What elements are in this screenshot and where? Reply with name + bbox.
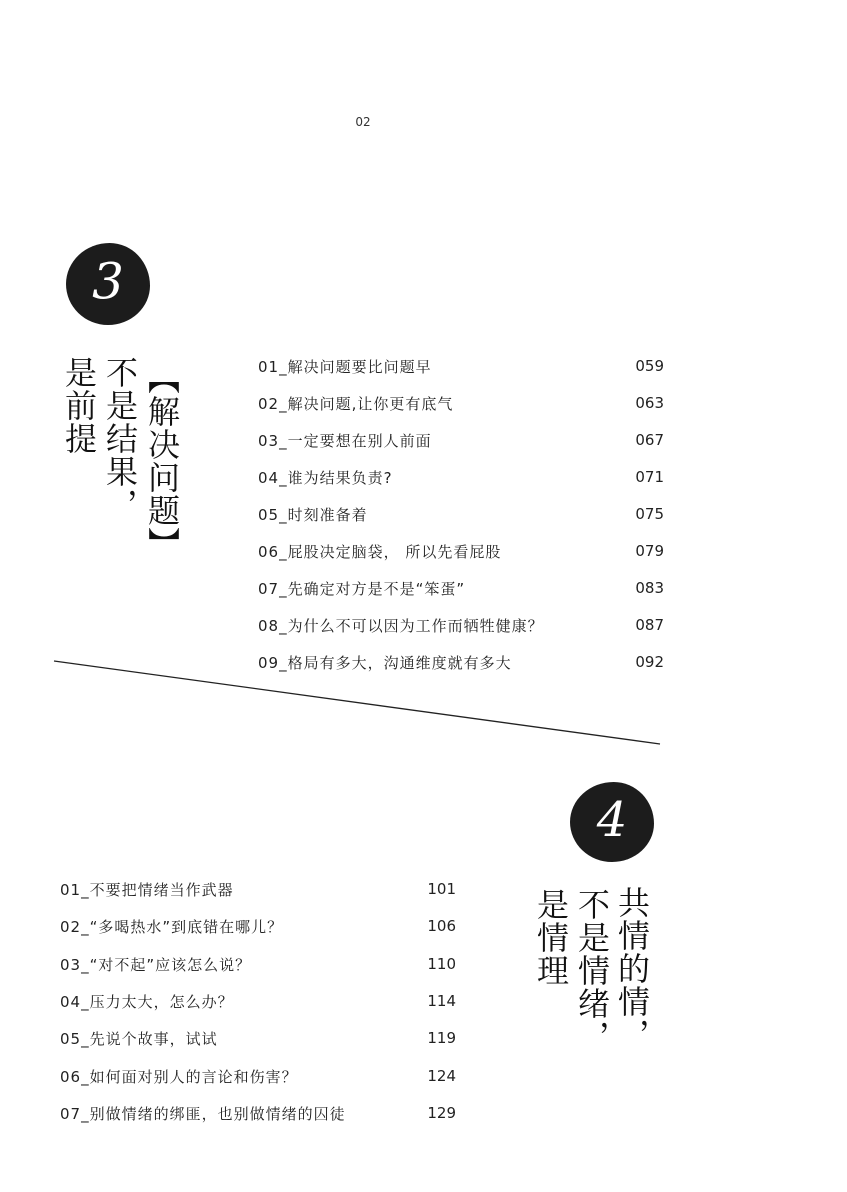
toc-entry-title: 05_时刻准备着 xyxy=(258,505,368,524)
toc-entry[interactable] xyxy=(60,915,456,937)
toc-entry-page: 114 xyxy=(427,992,456,1010)
toc-entry-title: 02_“多喝热水”到底错在哪儿？ xyxy=(60,917,284,936)
toc-entry-title: 02_解决问题,让你更有底气 xyxy=(258,394,454,413)
chapter-3-heading-col-1: 【解决问题】 xyxy=(143,362,181,560)
toc-entry-title: 04_谁为结果负责? xyxy=(258,468,393,487)
toc-entry-title: 01_解决问题要比问题早 xyxy=(258,357,432,376)
toc-entry-page: 129 xyxy=(427,1104,456,1122)
toc-entry[interactable] xyxy=(60,953,456,975)
chapter-4-heading-col-3: 是情理 xyxy=(532,888,570,987)
toc-entry-page: 119 xyxy=(427,1029,456,1047)
toc-entry-title: 07_别做情绪的绑匪，也别做情绪的囚徒 xyxy=(60,1104,346,1123)
toc-entry-title: 01_不要把情绪当作武器 xyxy=(60,880,234,899)
toc-entry-page: 083 xyxy=(635,579,664,597)
chapter-4-heading-col-1: 共情的情， xyxy=(613,886,651,1051)
toc-entry-page: 124 xyxy=(427,1067,456,1085)
toc-entry-page: 092 xyxy=(635,653,664,671)
toc-entry-title: 05_先说个故事，试试 xyxy=(60,1029,218,1048)
chapter-4-number: 4 xyxy=(596,791,628,848)
toc-entry-title: 06_屁股决定脑袋， 所以先看屁股 xyxy=(258,542,502,561)
toc-entry-title: 03_一定要想在别人前面 xyxy=(258,431,432,450)
toc-entry-page: 101 xyxy=(427,880,456,898)
toc-entry[interactable] xyxy=(60,990,456,1012)
toc-entry-title: 08_为什么不可以因为工作而牺牲健康？ xyxy=(258,616,544,635)
toc-entry-page: 087 xyxy=(635,616,664,634)
toc-entry[interactable] xyxy=(60,1102,456,1124)
toc-entry-page: 106 xyxy=(427,917,456,935)
toc-entry-page: 063 xyxy=(635,394,664,412)
toc-entry-page: 067 xyxy=(635,431,664,449)
toc-entry[interactable] xyxy=(60,1065,456,1087)
toc-entry[interactable] xyxy=(60,1027,456,1049)
chapter-3-heading-col-3: 是前提 xyxy=(60,356,98,455)
toc-entry-page: 079 xyxy=(635,542,664,560)
toc-entry-page: 071 xyxy=(635,468,664,486)
toc-entry-title: 04_压力太大，怎么办？ xyxy=(60,992,234,1011)
toc-entry-title: 06_如何面对别人的言论和伤害？ xyxy=(60,1067,298,1086)
chapter-4-heading-col-2: 不是情绪， xyxy=(573,888,611,1053)
toc-entry-title: 03_“对不起”应该怎么说？ xyxy=(60,955,252,974)
toc-entry-page: 059 xyxy=(635,357,664,375)
toc-entry-page: 110 xyxy=(427,955,456,973)
chapter-3-heading-col-2: 不是结果， xyxy=(101,356,139,521)
toc-entry-page: 075 xyxy=(635,505,664,523)
chapter-4-number-badge xyxy=(570,782,654,862)
page-number: 02 xyxy=(355,115,371,129)
toc-entry-title: 07_先确定对方是不是“笨蛋” xyxy=(258,579,466,598)
toc-entry[interactable] xyxy=(60,878,456,900)
toc-entry-title: 09_格局有多大，沟通维度就有多大 xyxy=(258,653,512,672)
chapter-3-number: 3 xyxy=(92,252,124,311)
